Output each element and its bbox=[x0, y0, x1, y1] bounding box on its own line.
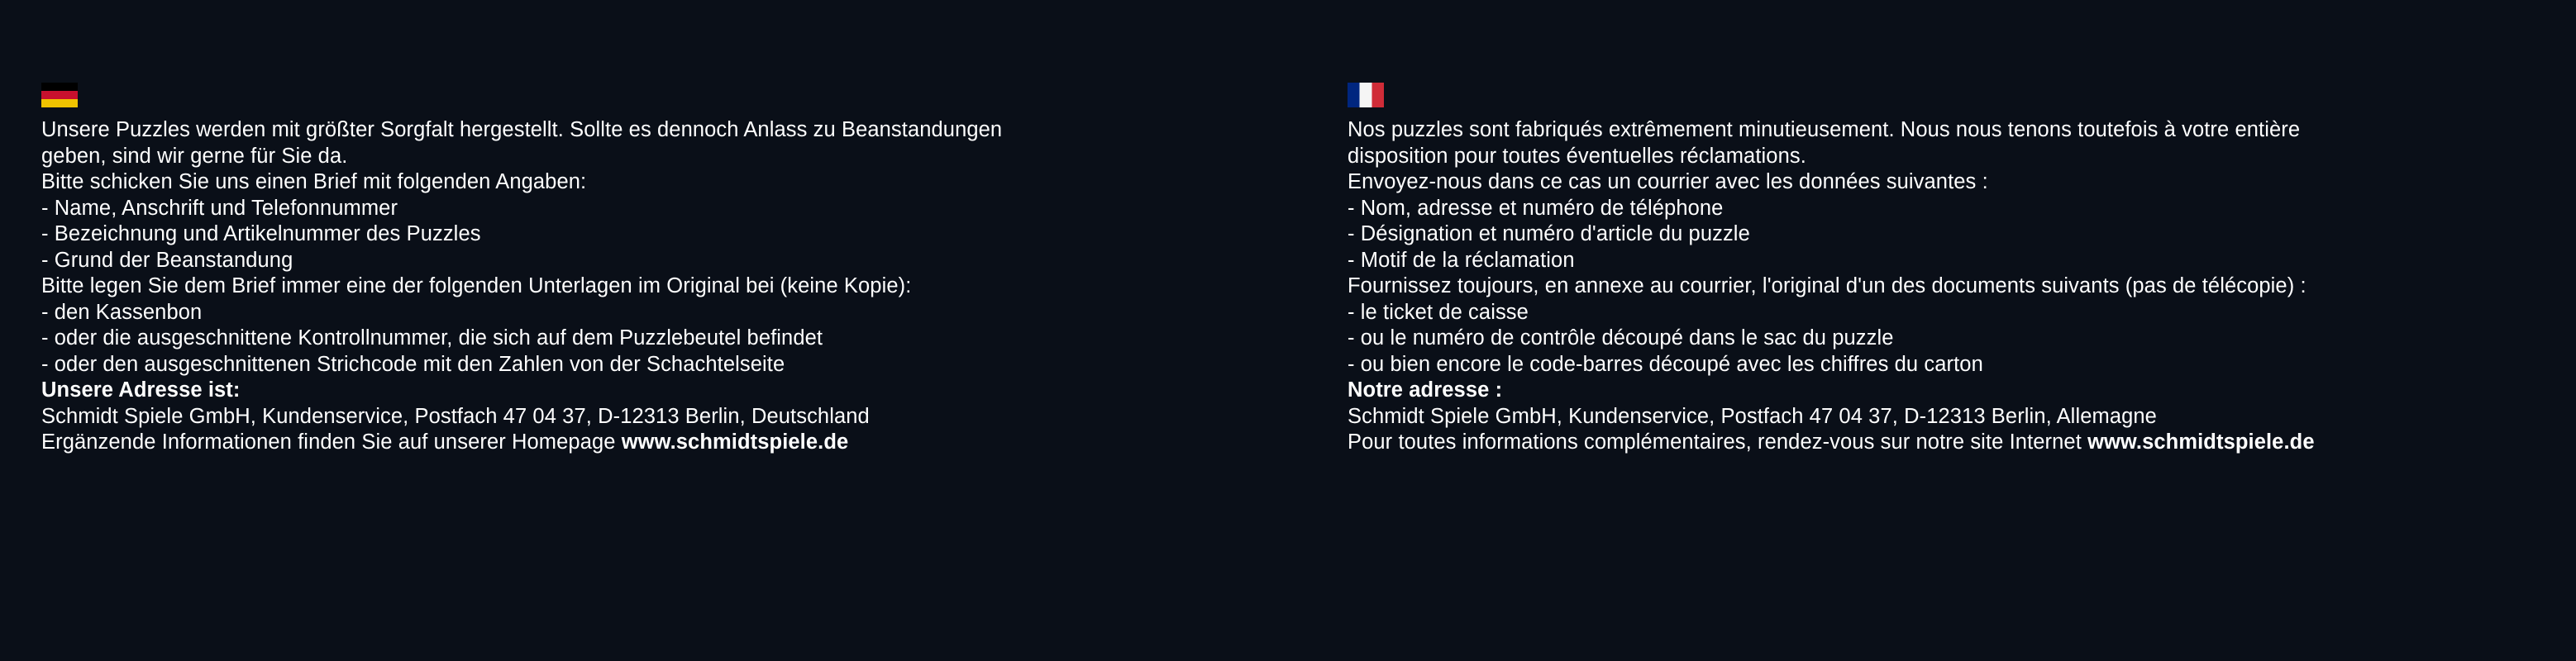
column-french bbox=[1348, 0, 2576, 661]
text-line: Unsere Puzzles werden mit größter Sorgfalt hergestellt. Sollte es dennoch Anlass zu Beanstandungen bbox=[41, 118, 1003, 141]
address-heading: Notre adresse : bbox=[1348, 378, 1503, 402]
address-line: Schmidt Spiele GmbH, Kundenservice, Postfach 47 04 37, D-12313 Berlin, Deutschland bbox=[41, 404, 870, 428]
text-line: Fournissez toujours, en annexe au courrier, l'original d'un des documents suivants (pas de télécopie) : bbox=[1348, 274, 2306, 297]
homepage-link[interactable]: www.schmidtspiele.de bbox=[2087, 430, 2315, 454]
homepage-line-prefix: Pour toutes informations complémentaires, rendez-vous sur notre site Internet bbox=[1348, 430, 2088, 454]
text-line: Bitte schicken Sie uns einen Brief mit folgenden Angaben: bbox=[41, 170, 587, 193]
text-line: - Name, Anschrift und Telefonnummer bbox=[41, 196, 398, 220]
text-line: - Grund der Beanstandung bbox=[41, 248, 293, 272]
text-line: - le ticket de caisse bbox=[1348, 300, 1529, 324]
address-line: Schmidt Spiele GmbH, Kundenservice, Postfach 47 04 37, D-12313 Berlin, Allemagne bbox=[1348, 404, 2157, 428]
text-line: Envoyez-nous dans ce cas un courrier avec les données suivantes : bbox=[1348, 170, 1988, 193]
french-text-block bbox=[1348, 117, 2576, 456]
text-line: Bitte legen Sie dem Brief immer eine der folgenden Unterlagen im Original bei (keine Kopie): bbox=[41, 274, 912, 297]
text-line: - Désignation et numéro d'article du puzzle bbox=[1348, 222, 1750, 245]
text-line: - oder die ausgeschnittene Kontrollnummer, die sich auf dem Puzzlebeutel befindet bbox=[41, 326, 823, 350]
flag-france-icon bbox=[1348, 83, 1384, 107]
text-line: - ou le numéro de contrôle découpé dans le sac du puzzle bbox=[1348, 326, 1894, 350]
text-line: - Bezeichnung und Artikelnummer des Puzzles bbox=[41, 222, 481, 245]
homepage-line bbox=[41, 430, 1348, 456]
text-line: - Motif de la réclamation bbox=[1348, 248, 1575, 272]
text-line: - oder den ausgeschnittenen Strichcode mit den Zahlen von der Schachtelseite bbox=[41, 352, 785, 376]
flag-germany-icon bbox=[41, 83, 78, 107]
homepage-line-prefix: Ergänzende Informationen finden Sie auf unserer Homepage bbox=[41, 430, 622, 454]
german-text-block bbox=[41, 117, 1348, 456]
text-line: geben, sind wir gerne für Sie da. bbox=[41, 144, 348, 168]
text-line: disposition pour toutes éventuelles réclamations. bbox=[1348, 144, 1806, 168]
text-line: - den Kassenbon bbox=[41, 300, 203, 324]
text-line: - Nom, adresse et numéro de téléphone bbox=[1348, 196, 1724, 220]
text-line: - ou bien encore le code-barres découpé avec les chiffres du carton bbox=[1348, 352, 1983, 376]
homepage-line bbox=[1348, 430, 2576, 456]
text-line: Nos puzzles sont fabriqués extrêmement minutieusement. Nous nous tenons toutefois à votre entière bbox=[1348, 118, 2301, 141]
address-heading: Unsere Adresse ist: bbox=[41, 378, 241, 402]
homepage-link[interactable]: www.schmidtspiele.de bbox=[621, 430, 849, 454]
